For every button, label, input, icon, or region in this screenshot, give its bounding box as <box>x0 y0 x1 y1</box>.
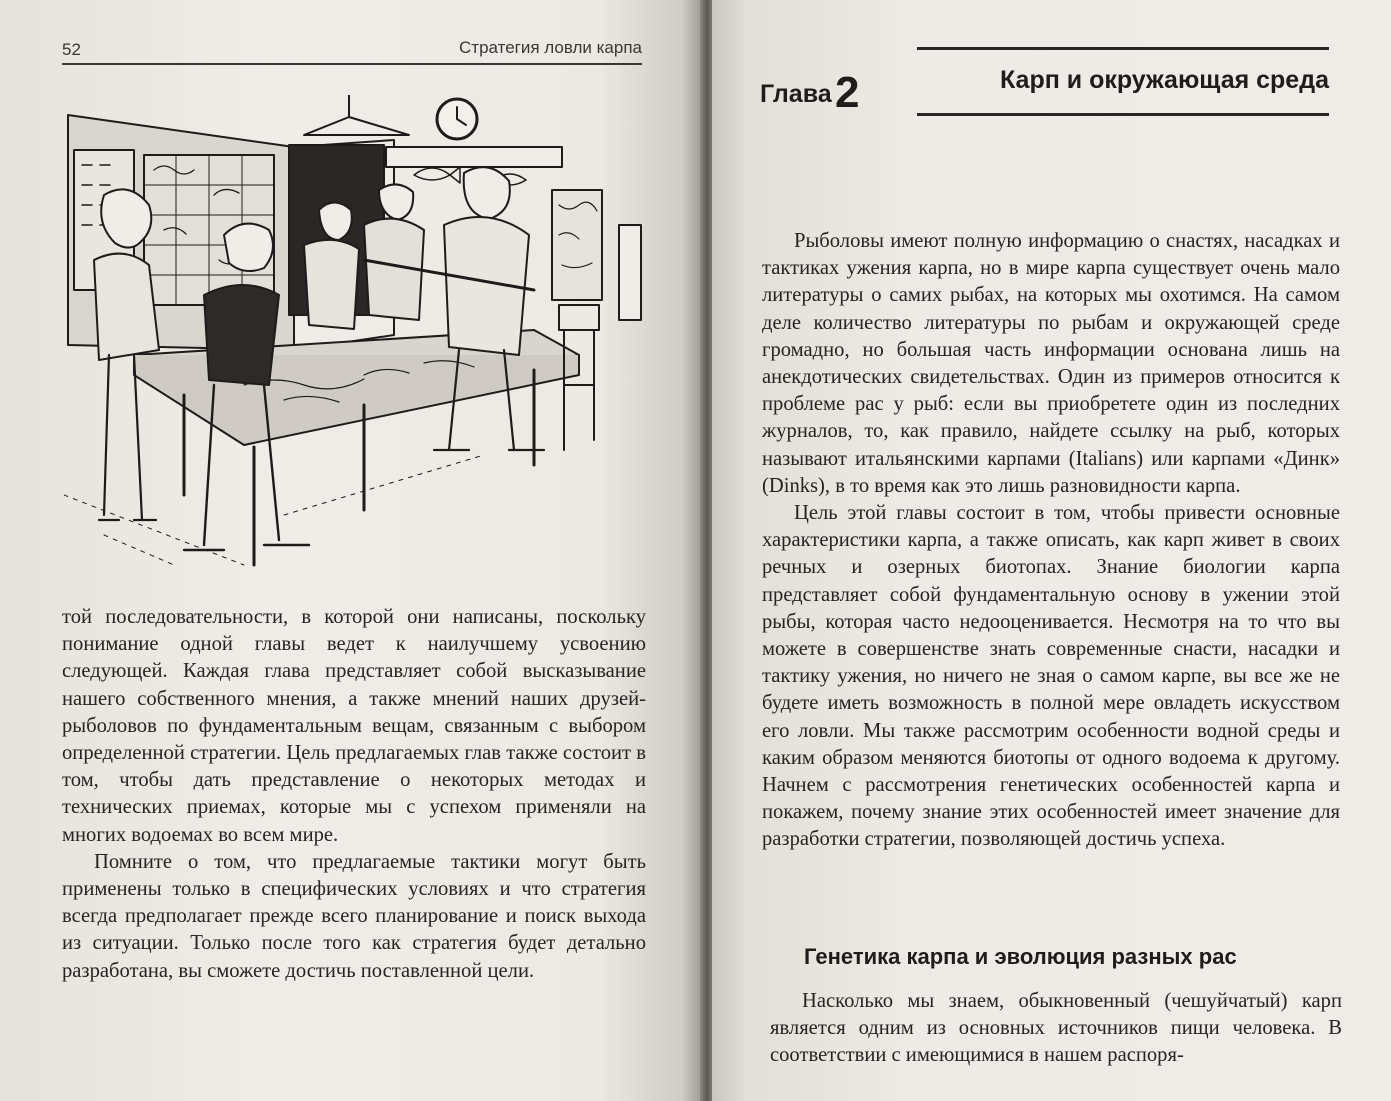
section-heading: Генетика карпа и эволюция разных рас <box>804 944 1237 969</box>
chair <box>559 305 599 450</box>
paragraph: Помните о том, что предлагаемые тактики могут быть применены только в специфических условиях и что стратегия всегда предполагает прежде всего планирование и поиск выхода из ситуации. Только после того как стратегия будет детально разработана, вы сможете достичь поставленной цели. <box>62 850 646 982</box>
right-body-text <box>762 228 1340 854</box>
illustration-carp-strategy-room <box>64 95 652 580</box>
fish-board <box>386 147 562 167</box>
right-section-text <box>770 988 1342 1070</box>
header-rule <box>62 63 642 65</box>
ceiling-lamp <box>304 95 409 135</box>
figure-man-right <box>464 167 510 219</box>
paragraph: Насколько мы знаем, обыкновенный (чешуйчатый) карп является одним из основных источников пищи человека. В соответствии с имеющимися в нашем распоря- <box>770 990 1342 1067</box>
paragraph: Цель этой главы состоит в том, чтобы привести основные характеристики карпа, а также описать, как карп живет в своих речных и озерных биотопах. Знание биологии карпа представляет собой фундаментальную основу в ужении этой рыбы, которая часто недооценивается. Несмотря на то что вы можете в совершенстве знать современные снасти, насадки и тактику ужения, но ничего не зная о самом карпе, вы все же не будете иметь возможность в полной мере овладеть искусством его ловли. Мы также рассмотрим особенности водной среды и каким образом меняются биотопы от одного водоема к другому. Начнем с рассмотрения генетических особенностей карпа и покажем, почему знание этих особенностей имеет значение для разработки стратегии, позволяющей достичь успеха. <box>762 502 1340 851</box>
figure-man-vest <box>224 224 273 271</box>
chapter-number: 2 <box>835 68 860 117</box>
paragraph: Рыболовы имеют полную информацию о снастях, насадках и тактиках ужения карпа, но в мире карпа существует очень мало литературы о самих рыбах, на которых мы охотимся. На самом деле количество литературы по рыбам и окружающей среде громадно, но большая часть информации основана лишь на анекдотических свидетельствах. Один из примеров относится к проблеме рас у рыб: если вы приобретете один из последних журналов, то, как правило, найдете ссылку на рыб, которых называют итальянскими карпами (Italians) или карпами «Динк» (Dinks), в то время как это лишь разновидности карпа. <box>762 230 1340 497</box>
chapter-rule-bottom <box>917 113 1329 116</box>
chapter-rule-top <box>917 47 1329 50</box>
chapter-title: Карп и окружающая среда <box>999 66 1329 94</box>
running-title: Стратегия ловли карпа <box>459 38 642 57</box>
paragraph: той последовательности, в которой они написаны, поскольку понимание одной главы ведет к наилучшему усвоению следующей. Каждая глава представляет собой высказывание нашего собственного мнения, а также мнений наших друзей-рыболовов по фундаментальным вещам, связанным с выбором определенной стратегии. Цель предлагаемых глав также состоит в том, чтобы дать представление о некоторых методах и технических приемах, которые мы с успехом применяли на многих водоемах во всем мире. <box>62 606 646 846</box>
running-head <box>62 38 642 62</box>
chapter-label: Глава <box>760 80 832 108</box>
page-number: 52 <box>62 40 81 59</box>
left-body-text <box>62 604 646 985</box>
